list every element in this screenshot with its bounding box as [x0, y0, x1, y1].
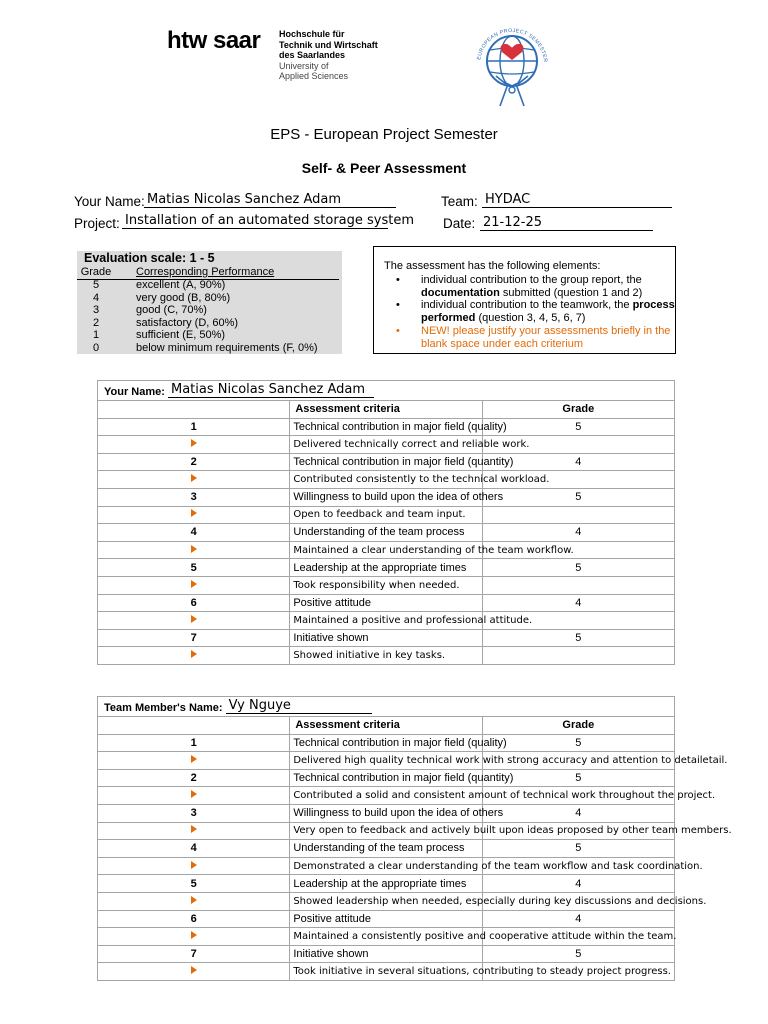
arrow-icon-cell	[98, 857, 290, 875]
grade-cell[interactable]: 5	[482, 734, 674, 752]
criterion-text: Willingness to build upon the idea of others	[290, 804, 482, 822]
triangle-right-icon	[191, 474, 197, 482]
criterion-text: Understanding of the team process	[290, 524, 482, 542]
justification-text[interactable]: Very open to feedback and actively built upon ideas proposed by other team members.	[290, 822, 482, 840]
grade-cell[interactable]: 5	[482, 488, 674, 506]
grade-cell[interactable]: 5	[482, 559, 674, 577]
info-b3-text: NEW! please justify your assessments briefly in the blank space under each criterium	[421, 325, 671, 351]
assessment-info-box	[373, 246, 676, 354]
criterion-row	[98, 488, 675, 506]
triangle-right-icon	[191, 439, 197, 447]
arrow-icon-cell	[98, 541, 290, 559]
criterion-text: Understanding of the team process	[290, 840, 482, 858]
justification-row	[98, 752, 675, 770]
project-field[interactable]: Installation of an automated storage system	[122, 213, 388, 229]
criterion-number: 4	[98, 524, 290, 542]
justification-text[interactable]: Took initiative in several situations, contributing to steady project progress.	[290, 963, 482, 981]
criterion-row	[98, 453, 675, 471]
justification-text[interactable]: Maintained a consistently positive and cooperative attitude within the team.	[290, 928, 482, 946]
institution-name	[279, 29, 378, 82]
justification-grade-cell	[482, 576, 674, 594]
bullet-icon: •	[396, 299, 400, 311]
triangle-right-icon	[191, 650, 197, 658]
institution-line-5: Applied Sciences	[279, 71, 349, 82]
grade-cell[interactable]: 4	[482, 453, 674, 471]
criterion-text: Willingness to build upon the idea of others	[290, 488, 482, 506]
scale-row	[77, 292, 342, 305]
scale-row	[77, 329, 342, 342]
justification-text[interactable]: Showed initiative in key tasks.	[290, 647, 482, 665]
criterion-row	[98, 559, 675, 577]
grade-header: Grade	[482, 401, 674, 419]
scale-title: Evaluation scale: 1 - 5	[84, 251, 215, 265]
scale-grade: 5	[92, 279, 100, 291]
institution-line-3: des Saarlandes	[279, 50, 346, 61]
criterion-text: Positive attitude	[290, 594, 482, 612]
info-b2-text: individual contribution to the teamwork, the	[421, 299, 633, 311]
triangle-right-icon	[191, 790, 197, 798]
criterion-number: 7	[98, 945, 290, 963]
institution-line-4: University of	[279, 60, 329, 71]
triangle-right-icon	[191, 615, 197, 623]
institution-line-1: Hochschule für	[279, 29, 345, 39]
info-b2-text-end: (question 3, 4, 5, 6, 7)	[475, 312, 586, 325]
self-name-field[interactable]: Matias Nicolas Sanchez Adam	[168, 383, 374, 398]
grade-cell[interactable]: 5	[482, 945, 674, 963]
justification-text[interactable]: Contributed consistently to the technical workload.	[290, 471, 482, 489]
arrow-icon-cell	[98, 752, 290, 770]
scale-row	[77, 304, 342, 317]
arrow-icon-cell	[98, 928, 290, 946]
scale-performance: very good (B, 80%)	[136, 291, 231, 304]
your-name-label: Your Name:	[74, 194, 145, 209]
scale-performance: excellent (A, 90%)	[136, 279, 226, 291]
justification-row	[98, 647, 675, 665]
scale-performance-header: Corresponding Performance	[136, 266, 275, 278]
criterion-number: 3	[98, 488, 290, 506]
justification-text[interactable]: Maintained a clear understanding of the team workflow.	[290, 541, 482, 559]
justification-row	[98, 471, 675, 489]
info-intro: The assessment has the following elements:	[384, 260, 601, 272]
page-subtitle: Self- & Peer Assessment	[301, 160, 467, 176]
criterion-number: 4	[98, 840, 290, 858]
scale-performance: sufficient (E, 50%)	[136, 329, 226, 342]
justification-row	[98, 963, 675, 981]
justification-text[interactable]: Took responsibility when needed.	[290, 576, 482, 594]
your-name-field[interactable]: Matias Nicolas Sanchez Adam	[144, 192, 396, 208]
institution-line-2: Technik und Wirtschaft	[279, 39, 378, 50]
triangle-right-icon	[191, 896, 197, 904]
scale-performance: below minimum requirements (F, 0%)	[136, 341, 318, 354]
peer-name-field[interactable]: Vy Nguye	[226, 699, 372, 714]
triangle-right-icon	[191, 509, 197, 517]
criterion-row	[98, 840, 675, 858]
justification-row	[98, 857, 675, 875]
justification-row	[98, 928, 675, 946]
date-field[interactable]: 21-12-25	[480, 215, 653, 231]
criterion-text: Technical contribution in major field (quantity)	[290, 769, 482, 787]
criterion-number: 6	[98, 594, 290, 612]
arrow-icon-cell	[98, 576, 290, 594]
arrow-icon-cell	[98, 506, 290, 524]
criterion-number: 1	[98, 734, 290, 752]
arrow-icon-cell	[98, 963, 290, 981]
justification-row	[98, 506, 675, 524]
criterion-text: Technical contribution in major field (quantity)	[290, 453, 482, 471]
criterion-row	[98, 945, 675, 963]
scale-grade-header: Grade	[80, 266, 112, 278]
team-label: Team:	[441, 194, 478, 209]
arrow-icon-cell	[98, 436, 290, 454]
scale-row	[77, 317, 342, 330]
self-name-label: Your Name:	[104, 386, 165, 398]
info-b1-text: individual contribution to the group report, the	[421, 274, 642, 286]
justification-grade-cell	[482, 647, 674, 665]
grade-cell[interactable]: 5	[482, 840, 674, 858]
scale-performance: good (C, 70%)	[136, 304, 207, 317]
self-assessment-table	[97, 380, 675, 665]
criterion-row	[98, 418, 675, 436]
peer-name-label: Team Member's Name:	[104, 702, 223, 714]
eps-globe-logo	[466, 18, 558, 110]
criterion-number: 2	[98, 769, 290, 787]
triangle-right-icon	[191, 755, 197, 763]
grade-cell[interactable]: 5	[482, 769, 674, 787]
triangle-right-icon	[191, 825, 197, 833]
justification-text[interactable]: Delivered high quality technical work with strong accuracy and attention to detailetail.	[290, 752, 482, 770]
criterion-number: 5	[98, 559, 290, 577]
bullet-icon: •	[396, 325, 400, 337]
justification-row	[98, 541, 675, 559]
criterion-row	[98, 629, 675, 647]
grade-cell[interactable]: 4	[482, 594, 674, 612]
criteria-header: Assessment criteria	[290, 401, 482, 419]
justification-text[interactable]: Open to feedback and team input.	[290, 506, 482, 524]
project-label: Project:	[74, 216, 120, 231]
criterion-number: 3	[98, 804, 290, 822]
criterion-row	[98, 734, 675, 752]
grade-cell[interactable]: 4	[482, 875, 674, 893]
criterion-row	[98, 804, 675, 822]
criterion-number: 5	[98, 875, 290, 893]
justification-row	[98, 892, 675, 910]
scale-grade: 2	[92, 316, 100, 329]
arrow-icon-cell	[98, 471, 290, 489]
justification-row	[98, 612, 675, 630]
criteria-header: Assessment criteria	[290, 717, 482, 735]
grade-cell[interactable]: 4	[482, 524, 674, 542]
scale-grade: 0	[92, 341, 100, 354]
criterion-row	[98, 524, 675, 542]
justification-row	[98, 787, 675, 805]
arrow-icon-cell	[98, 822, 290, 840]
triangle-right-icon	[191, 931, 197, 939]
triangle-right-icon	[191, 580, 197, 588]
justification-row	[98, 576, 675, 594]
self-name-row	[98, 381, 675, 401]
arrow-icon-cell	[98, 892, 290, 910]
criterion-row	[98, 769, 675, 787]
justification-text[interactable]: Delivered technically correct and reliable work.	[290, 436, 482, 454]
justification-text[interactable]: Maintained a positive and professional attitude.	[290, 612, 482, 630]
triangle-right-icon	[191, 966, 197, 974]
justification-text[interactable]: Contributed a solid and consistent amount of technical work throughout the project.	[290, 787, 482, 805]
team-field[interactable]: HYDAC	[482, 192, 672, 208]
arrow-icon-cell	[98, 787, 290, 805]
scale-performance: satisfactory (D, 60%)	[136, 316, 239, 329]
htw-saar-logo-text: htw saar	[167, 27, 261, 54]
criterion-text: Positive attitude	[290, 910, 482, 928]
grade-cell[interactable]: 5	[482, 629, 674, 647]
scale-row	[77, 279, 342, 292]
justification-row	[98, 822, 675, 840]
info-b1-bold: documentation	[421, 287, 500, 300]
criterion-text: Technical contribution in major field (quality)	[290, 418, 482, 436]
criterion-row	[98, 910, 675, 928]
bullet-icon: •	[396, 274, 400, 286]
scale-grade: 3	[92, 304, 100, 317]
date-label: Date:	[443, 216, 476, 231]
peer-name-row	[98, 697, 675, 717]
arrow-icon-cell	[98, 612, 290, 630]
scale-grade: 4	[92, 291, 100, 304]
criterion-text: Initiative shown	[290, 945, 482, 963]
criterion-row	[98, 594, 675, 612]
criterion-text: Initiative shown	[290, 629, 482, 647]
criterion-text: Technical contribution in major field (quality)	[290, 734, 482, 752]
scale-header	[77, 266, 339, 280]
grade-cell[interactable]: 4	[482, 804, 674, 822]
peer-assessment-table	[97, 696, 732, 981]
evaluation-scale	[77, 251, 342, 354]
criterion-text: Leadership at the appropriate times	[290, 875, 482, 893]
scale-row	[77, 342, 342, 355]
triangle-right-icon	[191, 545, 197, 553]
scale-grade: 1	[92, 329, 100, 342]
page-title: EPS - European Project Semester	[270, 126, 498, 143]
criterion-number: 7	[98, 629, 290, 647]
criterion-number: 2	[98, 453, 290, 471]
justification-text[interactable]: Showed leadership when needed, especially during key discussions and decisions.	[290, 892, 482, 910]
triangle-right-icon	[191, 861, 197, 869]
criterion-row	[98, 875, 675, 893]
grade-cell[interactable]: 5	[482, 418, 674, 436]
justification-grade-cell	[482, 506, 674, 524]
justification-text[interactable]: Demonstrated a clear understanding of the team workflow and task coordination.	[290, 857, 482, 875]
info-b2-bold: process performed	[421, 299, 675, 325]
criterion-text: Leadership at the appropriate times	[290, 559, 482, 577]
grade-cell[interactable]: 4	[482, 910, 674, 928]
arrow-icon-cell	[98, 647, 290, 665]
criterion-number: 1	[98, 418, 290, 436]
eps-emblem-text: EUROPEAN PROJECT SEMESTER	[476, 27, 549, 63]
criterion-number: 6	[98, 910, 290, 928]
justification-row	[98, 436, 675, 454]
info-b1-text-end: submitted (question 1 and 2)	[499, 287, 643, 300]
grade-header: Grade	[482, 717, 674, 735]
